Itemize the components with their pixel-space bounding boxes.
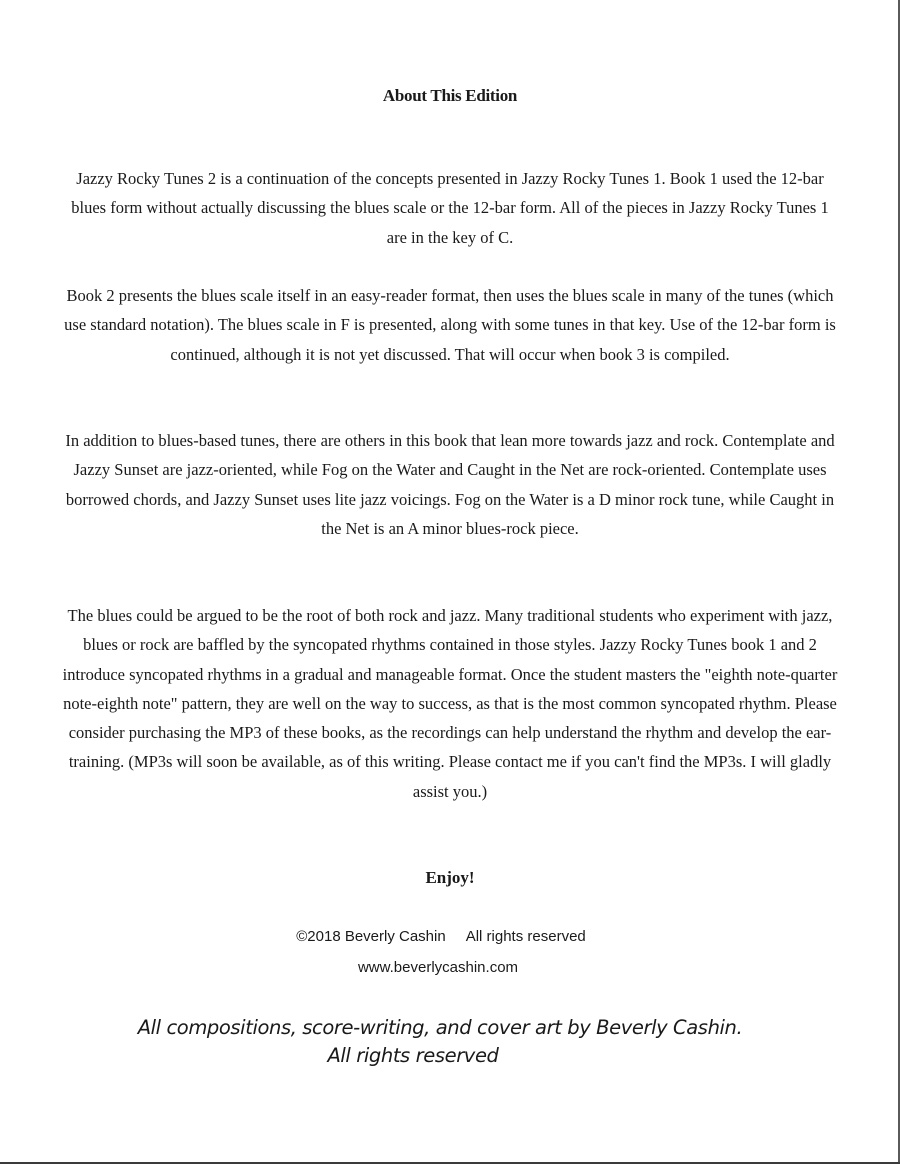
credits-line-1: All compositions, score-writing, and cover art by Beverly Cashin. bbox=[137, 1016, 743, 1039]
paragraph-book-2: Book 2 presents the blues scale itself in an easy-reader format, then uses the blues scale in many of the tunes (which use standard notation). The blues scale in F is presented, along with some tunes in that key. Use of the 12-bar form is continued, although it is not yet discussed. That will occur when book 3 is compiled. bbox=[64, 286, 836, 364]
copyright-notice: ©2018 Beverly Cashin All rights reserved bbox=[296, 928, 586, 945]
credits-line-2: All rights reserved bbox=[327, 1044, 499, 1067]
paragraph-styles: In addition to blues-based tunes, there are others in this book that lean more towards jazz and rock. Contemplate and Jazzy Sunset are jazz-oriented, while Fog on the Water and Caught in the Net are rock-oriented. Contemplate uses borrowed chords, and Jazzy Sunset uses lite jazz voicings. Fog on the Water is a D minor rock tune, while Caught in the Net is an A minor blues-rock piece. bbox=[65, 431, 835, 538]
paragraph-intro: Jazzy Rocky Tunes 2 is a continuation of the concepts presented in Jazzy Rocky Tunes 1. Book 1 used the 12-bar blues form without actually discussing the blues scale or the 12-bar form. All of the pieces in Jazzy Rocky Tunes 1 are in the key of C. bbox=[71, 169, 829, 247]
signoff: Enjoy! bbox=[425, 868, 475, 887]
paragraph-syncopation: The blues could be argued to be the root of both rock and jazz. Many traditional students who experiment with jazz, blues or rock are baffled by the syncopated rhythms contained in those styles. Jazzy Rocky Tunes book 1 and 2 introduce syncopated rhythms in a gradual and manageable format. Once the student masters the "eighth note-quarter note-eighth note" pattern, they are well on the way to success, as that is the most common syncopated rhythm. Please consider purchasing the MP3 of these books, as the recordings can help understand the rhythm and develop the ear-training. (MP3s will soon be available, as of this writing. Please contact me if you can't find the MP3s. I will gladly assist you.) bbox=[62, 606, 838, 801]
website-url: www.beverlycashin.com bbox=[357, 959, 519, 976]
page-title: About This Edition bbox=[382, 86, 518, 105]
